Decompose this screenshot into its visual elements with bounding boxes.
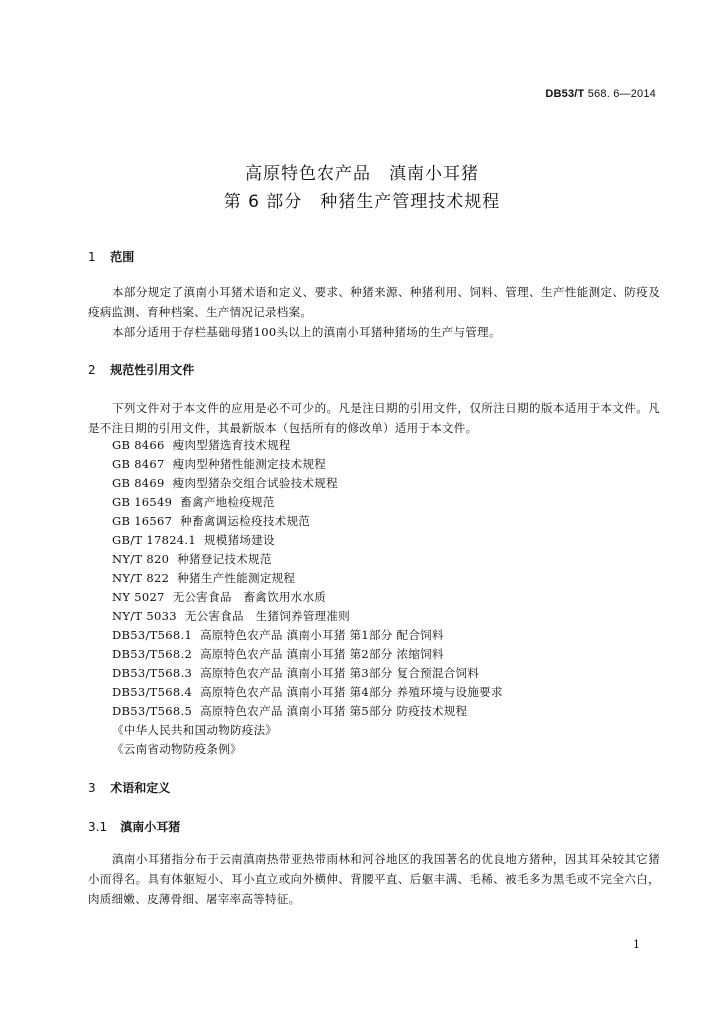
reference-code: GB/T 17824.1 — [112, 533, 196, 547]
scope-paragraph-2: 本部分适用于存栏基础母猪100头以上的滇南小耳猪种猪场的生产与管理。 — [112, 325, 501, 339]
reference-name: 高原特色农产品 滇南小耳猪 第2部分 浓缩饲料 — [200, 647, 444, 661]
reference-item — [112, 436, 291, 455]
reference-name: 高原特色农产品 滇南小耳猪 第3部分 复合预混合饲料 — [200, 666, 480, 680]
reference-item — [112, 645, 444, 664]
reference-item — [112, 588, 326, 607]
reference-code: GB 16567 — [112, 514, 173, 528]
reference-name: 畜禽产地检疫规范 — [180, 495, 275, 509]
reference-item — [112, 455, 326, 474]
reference-code: DB53/T568.5 — [112, 704, 193, 718]
reference-item — [112, 721, 277, 740]
reference-item — [112, 702, 467, 721]
document-title-line1: 高原特色农产品 滇南小耳猪 — [245, 164, 479, 184]
page-number: 1 — [633, 938, 640, 951]
standard-code — [545, 88, 656, 100]
reference-name: 无公害食品 畜禽饮用水水质 — [172, 590, 327, 604]
scope-paragraph-1: 本部分规定了滇南小耳猪术语和定义、要求、种猪来源、种猪利用、饲料、管理、生产性能测定、防疫及疫病监测、育种档案、生产情况记录档案。 — [88, 285, 660, 319]
reference-item — [112, 626, 444, 645]
standard-code-prefix: DB53/T — [545, 88, 585, 100]
reference-item — [112, 550, 272, 569]
reference-code: NY/T 822 — [112, 571, 170, 585]
reference-code: NY 5027 — [112, 590, 165, 604]
reference-name: 种猪登记技术规范 — [177, 552, 272, 566]
reference-item — [112, 474, 338, 493]
reference-item — [112, 740, 242, 759]
section-heading-normative-references — [88, 361, 194, 378]
reference-name: 高原特色农产品 滇南小耳猪 第1部分 配合饲料 — [200, 628, 444, 642]
reference-code: DB53/T568.2 — [112, 647, 193, 661]
reference-item — [112, 569, 295, 588]
reference-name: 瘦肉型猪选育技术规程 — [172, 438, 291, 452]
reference-item — [112, 683, 503, 702]
reference-name: 瘦肉型猪杂交组合试验技术规程 — [172, 476, 338, 490]
section-number: 3 — [88, 781, 96, 795]
section-heading-terms — [88, 779, 170, 796]
reference-code: GB 8466 — [112, 438, 165, 452]
section-heading-scope — [88, 248, 134, 265]
reference-code: GB 16549 — [112, 495, 173, 509]
subsection-number: 3.1 — [88, 820, 108, 834]
reference-name: 无公害食品 生猪饲养管理准则 — [184, 609, 351, 623]
section-title: 规范性引用文件 — [110, 363, 195, 377]
reference-item — [112, 607, 350, 626]
reference-code: NY/T 5033 — [112, 609, 177, 623]
section-title: 术语和定义 — [110, 781, 171, 795]
reference-name: 《中华人民共和国动物防疫法》 — [112, 723, 278, 737]
reference-name: 规模猪场建设 — [204, 533, 275, 547]
reference-code: GB 8467 — [112, 457, 165, 471]
section-number: 1 — [88, 250, 96, 264]
reference-item — [112, 531, 275, 550]
section-title: 范围 — [110, 250, 135, 264]
reference-name: 种畜禽调运检疫技术规范 — [180, 514, 311, 528]
standard-code-number: 568. 6—2014 — [584, 88, 656, 100]
reference-name: 种猪生产性能测定规程 — [177, 571, 296, 585]
reference-name: 瘦肉型种猪性能测定技术规程 — [172, 457, 327, 471]
reference-item — [112, 512, 310, 531]
reference-code: NY/T 820 — [112, 552, 170, 566]
subsection-title: 滇南小耳猪 — [120, 820, 181, 834]
reference-code: DB53/T568.3 — [112, 666, 193, 680]
reference-code: DB53/T568.4 — [112, 685, 193, 699]
reference-item — [112, 664, 479, 683]
section-number: 2 — [88, 363, 96, 377]
reference-code: DB53/T568.1 — [112, 628, 193, 642]
definition-paragraph: 滇南小耳猪指分布于云南滇南热带亚热带雨林和河谷地区的我国著名的优良地方猪种，因其耳朵较其它猪小而得名。具有体躯短小、耳小直立或向外横伸、背腰平直、后躯丰满、毛稀、被毛多为黑毛或不完全六白，肉质细嫩、皮薄骨细、屠宰率高等特征。 — [88, 852, 660, 906]
references-intro: 下列文件对于本文件的应用是必不可少的。凡是注日期的引用文件，仅所注日期的版本适用于本文件。凡是不注日期的引用文件，其最新版本（包括所有的修改单）适用于本文件。 — [88, 401, 660, 435]
reference-code: GB 8469 — [112, 476, 165, 490]
reference-name: 高原特色农产品 滇南小耳猪 第5部分 防疫技术规程 — [200, 704, 468, 718]
document-title-line2: 第 6 部分 种猪生产管理技术规程 — [223, 192, 501, 212]
subsection-heading-diannan-pig — [88, 818, 180, 835]
reference-name: 《云南省动物防疫条例》 — [112, 742, 242, 756]
reference-name: 高原特色农产品 滇南小耳猪 第4部分 养殖环境与设施要求 — [200, 685, 503, 699]
reference-item — [112, 493, 275, 512]
